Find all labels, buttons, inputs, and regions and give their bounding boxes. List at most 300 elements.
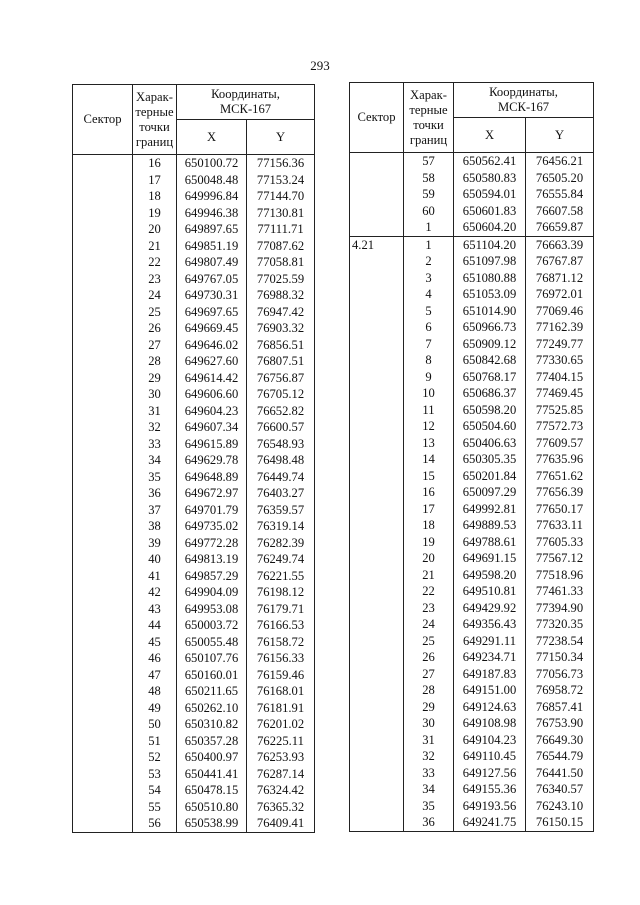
header-points <box>404 83 454 153</box>
y-coordinate-cell: 77469.45 <box>526 385 594 402</box>
sector-cell <box>350 186 404 203</box>
point-cell: 32 <box>133 419 177 436</box>
sector-cell <box>350 748 404 765</box>
y-coordinate-cell: 76649.30 <box>526 732 594 749</box>
y-coordinate-cell: 77651.62 <box>526 468 594 485</box>
x-coordinate-cell: 650441.41 <box>177 766 247 783</box>
sector-cell <box>350 600 404 617</box>
table-row <box>350 732 594 749</box>
x-coordinate-cell: 649735.02 <box>177 518 247 535</box>
sector-cell <box>73 172 133 189</box>
point-cell: 46 <box>133 650 177 667</box>
x-coordinate-cell: 650909.12 <box>454 336 526 353</box>
y-coordinate-cell: 76287.14 <box>247 766 315 783</box>
sector-cell <box>350 550 404 567</box>
x-coordinate-cell: 649606.60 <box>177 386 247 403</box>
sector-cell: 4.21 <box>350 236 404 253</box>
header-points-line4: границ <box>409 132 448 147</box>
sector-cell <box>350 435 404 452</box>
x-coordinate-cell: 649598.20 <box>454 567 526 584</box>
sector-cell <box>73 337 133 354</box>
sector-cell <box>73 353 133 370</box>
x-coordinate-cell: 649510.81 <box>454 583 526 600</box>
y-coordinate-cell: 77058.81 <box>247 254 315 271</box>
sector-cell <box>73 386 133 403</box>
sector-cell <box>73 683 133 700</box>
x-coordinate-cell: 651053.09 <box>454 286 526 303</box>
point-cell: 42 <box>133 584 177 601</box>
sector-cell <box>73 287 133 304</box>
table-row <box>350 219 594 236</box>
x-coordinate-cell: 650601.83 <box>454 203 526 220</box>
table-row <box>350 286 594 303</box>
y-coordinate-cell: 76857.41 <box>526 699 594 716</box>
point-cell: 32 <box>404 748 454 765</box>
header-x: X <box>177 120 247 155</box>
point-cell: 6 <box>404 319 454 336</box>
header-points-line1: Харак- <box>136 89 173 104</box>
page-number: 293 <box>310 58 330 73</box>
y-coordinate-cell: 76441.50 <box>526 765 594 782</box>
point-cell: 24 <box>404 616 454 633</box>
x-coordinate-cell: 649629.78 <box>177 452 247 469</box>
table-row <box>73 172 315 189</box>
y-coordinate-cell: 77633.11 <box>526 517 594 534</box>
header-points-line2: терные <box>409 102 448 117</box>
sector-cell <box>350 633 404 650</box>
point-cell: 24 <box>133 287 177 304</box>
table-row <box>73 205 315 222</box>
table-row <box>73 683 315 700</box>
header-coords <box>177 85 315 120</box>
sector-cell <box>350 468 404 485</box>
table-row <box>350 369 594 386</box>
x-coordinate-cell: 649127.56 <box>454 765 526 782</box>
point-cell: 35 <box>133 469 177 486</box>
table-row <box>350 468 594 485</box>
y-coordinate-cell: 76319.14 <box>247 518 315 535</box>
point-cell: 55 <box>133 799 177 816</box>
y-coordinate-cell: 76198.12 <box>247 584 315 601</box>
sector-cell <box>350 219 404 236</box>
point-cell: 27 <box>404 666 454 683</box>
table-row <box>350 600 594 617</box>
sector-cell <box>73 469 133 486</box>
table-row <box>73 782 315 799</box>
point-cell: 41 <box>133 568 177 585</box>
x-coordinate-cell: 649234.71 <box>454 649 526 666</box>
x-coordinate-cell: 649669.45 <box>177 320 247 337</box>
point-cell: 12 <box>404 418 454 435</box>
table-body-right <box>350 153 594 832</box>
y-coordinate-cell: 76972.01 <box>526 286 594 303</box>
table-row <box>350 303 594 320</box>
table-row <box>73 551 315 568</box>
x-coordinate-cell: 649851.19 <box>177 238 247 255</box>
y-coordinate-cell: 76753.90 <box>526 715 594 732</box>
header-coords <box>454 83 594 118</box>
header-coords-line1: Координаты, <box>211 87 280 101</box>
sector-cell <box>350 814 404 831</box>
table-row <box>73 601 315 618</box>
x-coordinate-cell: 651080.88 <box>454 270 526 287</box>
point-cell: 8 <box>404 352 454 369</box>
point-cell: 25 <box>404 633 454 650</box>
x-coordinate-cell: 649697.65 <box>177 304 247 321</box>
table-row <box>350 517 594 534</box>
point-cell: 57 <box>404 153 454 170</box>
table-row <box>350 385 594 402</box>
sector-cell <box>73 238 133 255</box>
point-cell: 39 <box>133 535 177 552</box>
y-coordinate-cell: 76253.93 <box>247 749 315 766</box>
sector-cell <box>350 203 404 220</box>
table-row <box>73 733 315 750</box>
sector-cell <box>73 254 133 271</box>
sector-cell <box>73 403 133 420</box>
point-cell: 26 <box>404 649 454 666</box>
sector-cell <box>73 584 133 601</box>
y-coordinate-cell: 77150.34 <box>526 649 594 666</box>
point-cell: 31 <box>404 732 454 749</box>
y-coordinate-cell: 76158.72 <box>247 634 315 651</box>
x-coordinate-cell: 649946.38 <box>177 205 247 222</box>
sector-cell <box>73 815 133 832</box>
sector-cell <box>73 155 133 172</box>
y-coordinate-cell: 76958.72 <box>526 682 594 699</box>
y-coordinate-cell: 76663.39 <box>526 236 594 253</box>
sector-cell <box>350 616 404 633</box>
point-cell: 21 <box>133 238 177 255</box>
x-coordinate-cell: 650100.72 <box>177 155 247 172</box>
sector-cell <box>73 205 133 222</box>
x-coordinate-cell: 649691.15 <box>454 550 526 567</box>
sector-cell <box>350 666 404 683</box>
sector-cell <box>350 352 404 369</box>
point-cell: 36 <box>133 485 177 502</box>
point-cell: 20 <box>133 221 177 238</box>
table-row <box>350 649 594 666</box>
y-coordinate-cell: 77572.73 <box>526 418 594 435</box>
point-cell: 2 <box>404 253 454 270</box>
point-cell: 3 <box>404 270 454 287</box>
table-row <box>73 667 315 684</box>
sector-cell <box>350 798 404 815</box>
x-coordinate-cell: 649627.60 <box>177 353 247 370</box>
point-cell: 23 <box>133 271 177 288</box>
y-coordinate-cell: 76156.33 <box>247 650 315 667</box>
y-coordinate-cell: 76947.42 <box>247 304 315 321</box>
x-coordinate-cell: 649904.09 <box>177 584 247 601</box>
y-coordinate-cell: 76243.10 <box>526 798 594 815</box>
x-coordinate-cell: 649124.63 <box>454 699 526 716</box>
sector-cell <box>350 319 404 336</box>
y-coordinate-cell: 76659.87 <box>526 219 594 236</box>
y-coordinate-cell: 76548.93 <box>247 436 315 453</box>
x-coordinate-cell: 650357.28 <box>177 733 247 750</box>
sector-cell <box>73 568 133 585</box>
table-row <box>350 765 594 782</box>
y-coordinate-cell: 77156.36 <box>247 155 315 172</box>
point-cell: 35 <box>404 798 454 815</box>
sector-cell <box>350 369 404 386</box>
x-coordinate-cell: 649108.98 <box>454 715 526 732</box>
table-row <box>350 666 594 683</box>
point-cell: 22 <box>133 254 177 271</box>
y-coordinate-cell: 76324.42 <box>247 782 315 799</box>
table-row <box>350 814 594 831</box>
y-coordinate-cell: 76359.57 <box>247 502 315 519</box>
y-coordinate-cell: 76456.21 <box>526 153 594 170</box>
sector-cell <box>73 304 133 321</box>
table-row <box>350 748 594 765</box>
point-cell: 44 <box>133 617 177 634</box>
point-cell: 17 <box>133 172 177 189</box>
point-cell: 5 <box>404 303 454 320</box>
y-coordinate-cell: 77609.57 <box>526 435 594 452</box>
x-coordinate-cell: 650055.48 <box>177 634 247 651</box>
point-cell: 31 <box>133 403 177 420</box>
point-cell: 25 <box>133 304 177 321</box>
x-coordinate-cell: 650262.10 <box>177 700 247 717</box>
x-coordinate-cell: 649291.11 <box>454 633 526 650</box>
y-coordinate-cell: 76249.74 <box>247 551 315 568</box>
x-coordinate-cell: 650003.72 <box>177 617 247 634</box>
point-cell: 16 <box>133 155 177 172</box>
point-cell: 1 <box>404 219 454 236</box>
x-coordinate-cell: 650305.35 <box>454 451 526 468</box>
point-cell: 26 <box>133 320 177 337</box>
table-row <box>350 501 594 518</box>
sector-cell <box>73 502 133 519</box>
x-coordinate-cell: 651014.90 <box>454 303 526 320</box>
sector-cell <box>73 221 133 238</box>
table-row <box>350 319 594 336</box>
point-cell: 33 <box>133 436 177 453</box>
x-coordinate-cell: 650510.80 <box>177 799 247 816</box>
table-row <box>350 699 594 716</box>
point-cell: 34 <box>133 452 177 469</box>
x-coordinate-cell: 649730.31 <box>177 287 247 304</box>
sector-cell <box>350 781 404 798</box>
sector-cell <box>73 485 133 502</box>
sector-cell <box>350 567 404 584</box>
y-coordinate-cell: 77525.85 <box>526 402 594 419</box>
y-coordinate-cell: 77111.71 <box>247 221 315 238</box>
table-row <box>350 203 594 220</box>
table-row <box>350 153 594 170</box>
sector-cell <box>73 601 133 618</box>
point-cell: 54 <box>133 782 177 799</box>
table-row <box>73 271 315 288</box>
table-row <box>350 253 594 270</box>
sector-cell <box>73 535 133 552</box>
sector-cell <box>350 451 404 468</box>
sector-cell <box>73 799 133 816</box>
table-row <box>73 403 315 420</box>
y-coordinate-cell: 76409.41 <box>247 815 315 832</box>
x-coordinate-cell: 649155.36 <box>454 781 526 798</box>
y-coordinate-cell: 77249.77 <box>526 336 594 353</box>
point-cell: 21 <box>404 567 454 584</box>
table-row <box>73 502 315 519</box>
point-cell: 18 <box>133 188 177 205</box>
x-coordinate-cell: 650400.97 <box>177 749 247 766</box>
point-cell: 59 <box>404 186 454 203</box>
coordinates-table-left <box>72 84 315 833</box>
x-coordinate-cell: 650594.01 <box>454 186 526 203</box>
x-coordinate-cell: 649889.53 <box>454 517 526 534</box>
x-coordinate-cell: 649356.43 <box>454 616 526 633</box>
point-cell: 48 <box>133 683 177 700</box>
y-coordinate-cell: 77056.73 <box>526 666 594 683</box>
table-row <box>350 781 594 798</box>
table-row <box>350 633 594 650</box>
point-cell: 52 <box>133 749 177 766</box>
y-coordinate-cell: 77144.70 <box>247 188 315 205</box>
table-row <box>73 287 315 304</box>
table-row <box>350 798 594 815</box>
table-row <box>73 155 315 172</box>
y-coordinate-cell: 77087.62 <box>247 238 315 255</box>
y-coordinate-cell: 77069.46 <box>526 303 594 320</box>
point-cell: 16 <box>404 484 454 501</box>
y-coordinate-cell: 76600.57 <box>247 419 315 436</box>
x-coordinate-cell: 650598.20 <box>454 402 526 419</box>
x-coordinate-cell: 650310.82 <box>177 716 247 733</box>
y-coordinate-cell: 77635.96 <box>526 451 594 468</box>
table-body-left <box>73 155 315 833</box>
point-cell: 47 <box>133 667 177 684</box>
x-coordinate-cell: 649807.49 <box>177 254 247 271</box>
x-coordinate-cell: 649772.28 <box>177 535 247 552</box>
y-coordinate-cell: 76544.79 <box>526 748 594 765</box>
x-coordinate-cell: 649857.29 <box>177 568 247 585</box>
y-coordinate-cell: 76756.87 <box>247 370 315 387</box>
sector-cell <box>350 286 404 303</box>
y-coordinate-cell: 77025.59 <box>247 271 315 288</box>
y-coordinate-cell: 76903.32 <box>247 320 315 337</box>
sector-cell <box>350 682 404 699</box>
y-coordinate-cell: 77650.17 <box>526 501 594 518</box>
x-coordinate-cell: 649104.23 <box>454 732 526 749</box>
y-coordinate-cell: 77518.96 <box>526 567 594 584</box>
sector-cell <box>350 253 404 270</box>
table-row <box>73 254 315 271</box>
y-coordinate-cell: 76159.46 <box>247 667 315 684</box>
y-coordinate-cell: 77567.12 <box>526 550 594 567</box>
table-row <box>350 616 594 633</box>
table-row <box>73 634 315 651</box>
y-coordinate-cell: 77330.65 <box>526 352 594 369</box>
header-points-line4: границ <box>135 134 174 149</box>
table-row <box>350 451 594 468</box>
table-row <box>350 682 594 699</box>
x-coordinate-cell: 649992.81 <box>454 501 526 518</box>
sector-cell <box>350 583 404 600</box>
sector-cell <box>73 700 133 717</box>
x-coordinate-cell: 649187.83 <box>454 666 526 683</box>
y-coordinate-cell: 76221.55 <box>247 568 315 585</box>
point-cell: 1 <box>404 236 454 253</box>
table-row <box>73 386 315 403</box>
table-row <box>73 436 315 453</box>
y-coordinate-cell: 77162.39 <box>526 319 594 336</box>
x-coordinate-cell: 649429.92 <box>454 600 526 617</box>
x-coordinate-cell: 649607.34 <box>177 419 247 436</box>
y-coordinate-cell: 76225.11 <box>247 733 315 750</box>
x-coordinate-cell: 649648.89 <box>177 469 247 486</box>
x-coordinate-cell: 649813.19 <box>177 551 247 568</box>
y-coordinate-cell: 76607.58 <box>526 203 594 220</box>
sector-cell <box>73 452 133 469</box>
x-coordinate-cell: 650406.63 <box>454 435 526 452</box>
sector-cell <box>73 271 133 288</box>
header-points-line3: точки <box>139 119 170 134</box>
point-cell: 7 <box>404 336 454 353</box>
y-coordinate-cell: 77130.81 <box>247 205 315 222</box>
table-row <box>350 715 594 732</box>
x-coordinate-cell: 650768.17 <box>454 369 526 386</box>
y-coordinate-cell: 77153.24 <box>247 172 315 189</box>
table-row <box>73 370 315 387</box>
sector-cell <box>350 699 404 716</box>
sector-cell <box>73 617 133 634</box>
x-coordinate-cell: 650107.76 <box>177 650 247 667</box>
y-coordinate-cell: 76449.74 <box>247 469 315 486</box>
x-coordinate-cell: 649615.89 <box>177 436 247 453</box>
header-y: Y <box>526 118 594 153</box>
y-coordinate-cell: 76168.01 <box>247 683 315 700</box>
x-coordinate-cell: 650211.65 <box>177 683 247 700</box>
table-row <box>350 534 594 551</box>
table-row <box>73 749 315 766</box>
x-coordinate-cell: 649193.56 <box>454 798 526 815</box>
point-cell: 28 <box>404 682 454 699</box>
table-row <box>73 188 315 205</box>
table-row <box>73 320 315 337</box>
x-coordinate-cell: 649953.08 <box>177 601 247 618</box>
x-coordinate-cell: 650048.48 <box>177 172 247 189</box>
y-coordinate-cell: 77656.39 <box>526 484 594 501</box>
y-coordinate-cell: 76807.51 <box>247 353 315 370</box>
table-row <box>73 221 315 238</box>
y-coordinate-cell: 76498.48 <box>247 452 315 469</box>
point-cell: 22 <box>404 583 454 600</box>
table-row <box>350 270 594 287</box>
table-row <box>350 567 594 584</box>
x-coordinate-cell: 650580.83 <box>454 170 526 187</box>
sector-cell <box>73 766 133 783</box>
point-cell: 36 <box>404 814 454 831</box>
sector-cell <box>350 153 404 170</box>
x-coordinate-cell: 649151.00 <box>454 682 526 699</box>
y-coordinate-cell: 76365.32 <box>247 799 315 816</box>
sector-cell <box>350 765 404 782</box>
x-coordinate-cell: 650097.29 <box>454 484 526 501</box>
point-cell: 56 <box>133 815 177 832</box>
header-y: Y <box>247 120 315 155</box>
sector-cell <box>350 418 404 435</box>
table-row <box>73 700 315 717</box>
x-coordinate-cell: 649241.75 <box>454 814 526 831</box>
header-points <box>133 85 177 155</box>
table-row <box>73 617 315 634</box>
table-row <box>350 583 594 600</box>
sector-cell <box>350 649 404 666</box>
y-coordinate-cell: 76179.71 <box>247 601 315 618</box>
point-cell: 30 <box>133 386 177 403</box>
